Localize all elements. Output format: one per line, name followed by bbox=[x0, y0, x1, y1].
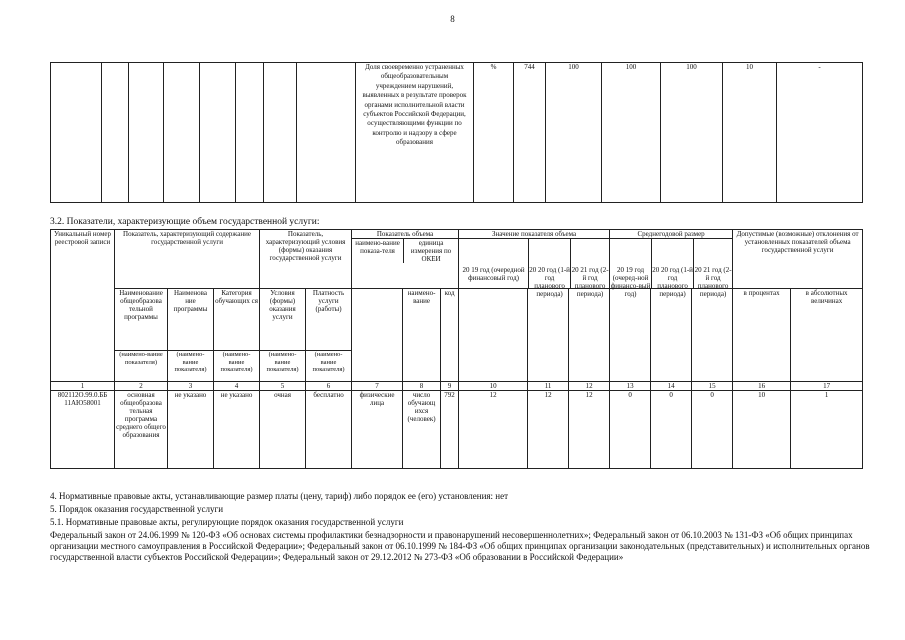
row-a2: 0 bbox=[651, 391, 692, 469]
paragraph-4: 4. Нормативные правовые акты, устанавливающие размер платы (цену, тариф) либо порядок ее (его) установления: нет bbox=[50, 491, 509, 501]
col-num: 5 bbox=[260, 382, 306, 391]
col-num: 8 bbox=[403, 382, 441, 391]
row-form: очная bbox=[260, 391, 306, 469]
h-value: Значение показателя объема bbox=[459, 230, 609, 239]
row-pct: 10 bbox=[733, 391, 791, 469]
table-row bbox=[51, 391, 863, 469]
col-num: 14 bbox=[651, 382, 692, 391]
col-num: 16 bbox=[733, 382, 791, 391]
col-num: 15 bbox=[692, 382, 733, 391]
h-sub-4: (наимено-вание показателя) bbox=[260, 351, 306, 382]
row-unit-name: число обучающ ихся (человек) bbox=[403, 391, 441, 469]
h-sub-2: (наимено-вание показателя) bbox=[168, 351, 214, 382]
col-num: 3 bbox=[168, 382, 214, 391]
indicator-value-3: 100 bbox=[661, 63, 723, 203]
row-v2: 12 bbox=[528, 391, 569, 469]
h-year2: 20 20 год (1-й год планового периода) bbox=[529, 239, 571, 288]
section-title: 3.2. Показатели, характеризующие объем государственной услуги: bbox=[50, 217, 320, 227]
h-pct: в процентах bbox=[733, 289, 791, 382]
col-num: 7 bbox=[352, 382, 403, 391]
h-content: Показатель, характеризующий содержание государственной услуги bbox=[115, 230, 260, 289]
h-volume: Показатель объема bbox=[352, 230, 458, 239]
col-num: 9 bbox=[441, 382, 459, 391]
h-conditions: Показатель, характеризующий условия (формы) оказания государственной услуги bbox=[260, 230, 352, 289]
paragraph-5: 5. Порядок оказания государственной услуги bbox=[50, 504, 224, 514]
h-unit-code: код bbox=[441, 289, 459, 382]
row-program: основная общеобразова тельная программа среднего общего образования bbox=[115, 391, 168, 469]
indicator-value-2: 100 bbox=[602, 63, 661, 203]
col-num: 10 bbox=[459, 382, 528, 391]
paragraph-laws: Федеральный закон от 24.06.1999 № 120-ФЗ «Об основах системы профилактики безнадзорности и правонарушений несовершеннолетних»; Федеральный закон от 06.10.2003 № 131-ФЗ «Об общих принципах организации местного самоуправления в Российской Федерации»; Федеральный закон от 06.10.1999 № 184-ФЗ «Об общих принципах организации законодательных (представительных) и исполнительных органов государственной власти субъектов Российской Федерации»; Федеральный закон от 29.12.2012 № 273-ФЗ «Об образовании в Российской Федерации» bbox=[50, 530, 870, 562]
row-id: 802112О.99.0.ББ 11АЮ58001 bbox=[51, 391, 115, 469]
volume-indicator-table bbox=[50, 229, 863, 469]
indicator-okei: 744 bbox=[514, 63, 546, 203]
indicator-deviation-abs: - bbox=[777, 63, 863, 203]
h-sub-3: (наимено-вание показателя) bbox=[214, 351, 260, 382]
indicator-deviation-pct: 10 bbox=[723, 63, 777, 203]
h-avg3: 20 21 год (2-й год планового периода) bbox=[694, 266, 732, 298]
h-c4: Условия (формы) оказания услуги bbox=[260, 289, 306, 351]
col-num: 2 bbox=[115, 382, 168, 391]
h-c3: Категория обучающих ся bbox=[214, 289, 260, 351]
h-deviation: Допустимые (возможные) отклонения от установленных показателей объема государственной услуги bbox=[733, 230, 863, 289]
row-prog-name: не указано bbox=[168, 391, 214, 469]
col-num: 12 bbox=[569, 382, 610, 391]
row-category: не указано bbox=[214, 391, 260, 469]
h-value-group bbox=[459, 230, 610, 298]
indicator-text: Доля своевременно устраненных общеобразовательным учреждением нарушений, выявленных в результате проверок органами исполнительной власти субъектов Российской Федерации, осуществляющими функции по контролю и надзору в сфере образования bbox=[356, 63, 474, 203]
h-year3: 20 21 год (2-й год планового периода) bbox=[571, 266, 609, 298]
page-number: 8 bbox=[450, 14, 455, 24]
h-avg1: 20 19 год (очеред-ной финансо-вый год) bbox=[610, 239, 652, 288]
col-num: 6 bbox=[306, 382, 352, 391]
row-a1: 0 bbox=[610, 391, 651, 469]
h-c5: Платность услуги (работы) bbox=[306, 289, 352, 351]
h-year1: 20 19 год (очередной финансовый год) bbox=[459, 239, 529, 288]
quality-indicator-table bbox=[50, 62, 863, 203]
row-vol-name: физические лица bbox=[352, 391, 403, 469]
row-v3: 12 bbox=[569, 391, 610, 469]
row-payment: бесплатно bbox=[306, 391, 352, 469]
row-v1: 12 bbox=[459, 391, 528, 469]
row-a3: 0 bbox=[692, 391, 733, 469]
h-sub-1: (наимено-вание показателя) bbox=[115, 351, 168, 382]
h-abs: в абсолютных величинах bbox=[791, 289, 863, 382]
h-unique: Уникальный номер реестровой записи bbox=[51, 230, 115, 382]
h-unit: единица измерения по ОКЕИ bbox=[410, 239, 452, 263]
h-avg: Среднегодовой размер bbox=[610, 230, 732, 239]
h-avg-group bbox=[610, 230, 733, 298]
h-avg2: 20 20 год (1-й год планового периода) bbox=[652, 239, 694, 288]
indicator-unit: % bbox=[474, 63, 514, 203]
col-num: 13 bbox=[610, 382, 651, 391]
col-num: 1 bbox=[51, 382, 115, 391]
indicator-value-1: 100 bbox=[546, 63, 602, 203]
h-volume-group bbox=[352, 230, 459, 289]
paragraph-5-1: 5.1. Нормативные правовые акты, регулирующие порядок оказания государственной услуги bbox=[50, 517, 404, 527]
h-c2: Наименова ние программы bbox=[168, 289, 214, 351]
col-num: 11 bbox=[528, 382, 569, 391]
h-sub-5: (наимено-вание показателя) bbox=[306, 351, 352, 382]
col-num: 17 bbox=[791, 382, 863, 391]
h-c1: Наименование общеобразова тельной программы bbox=[115, 289, 168, 351]
h-unit-name: наимено-вание bbox=[403, 289, 441, 382]
h-vol-name: наимено-вание показа-теля bbox=[352, 239, 404, 263]
row-code: 792 bbox=[441, 391, 459, 469]
col-num: 4 bbox=[214, 382, 260, 391]
row-abs: 1 bbox=[791, 391, 863, 469]
